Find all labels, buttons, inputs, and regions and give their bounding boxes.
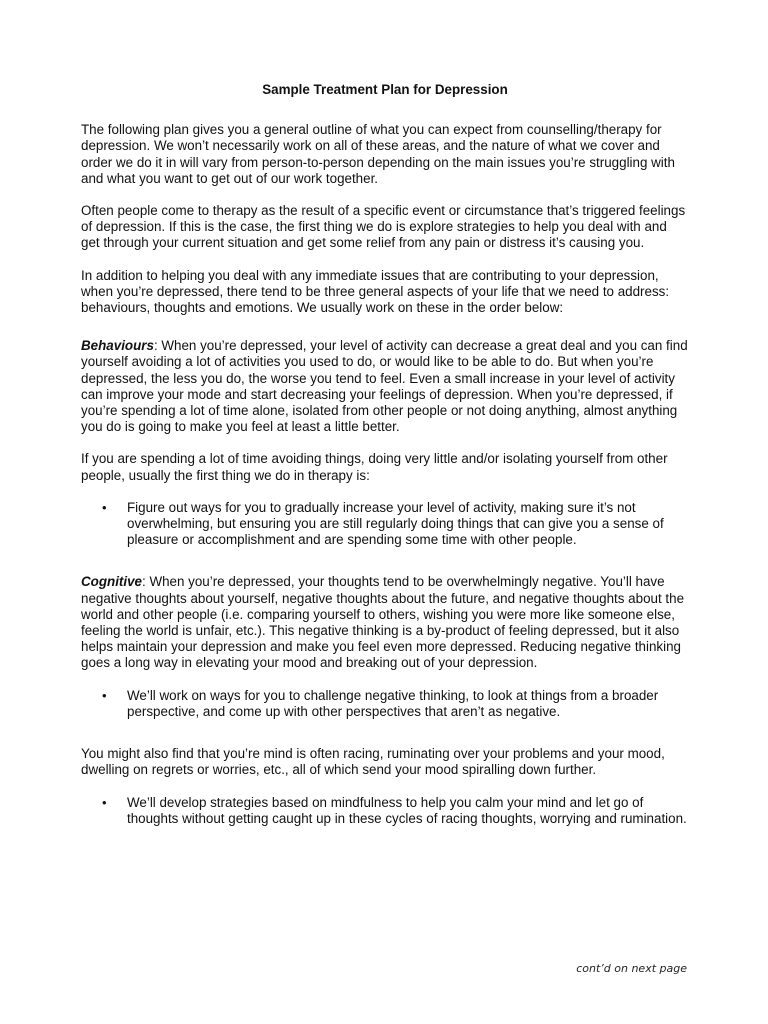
list-item xyxy=(81,795,689,827)
cognitive-bullet-list xyxy=(81,688,689,720)
cognitive-paragraph xyxy=(81,574,689,671)
cognitive-followup: You might also find that you’re mind is often racing, ruminating over your problems and your mood, dwelling on regrets or worries, etc., all of which send your mood spiralling down further. xyxy=(81,746,665,778)
bullet-icon: • xyxy=(102,499,107,515)
bullet-text: We’ll work on ways for you to challenge negative thinking, to look at things from a broader perspective, and come up with other perspectives that aren’t as negative. xyxy=(127,687,659,719)
behaviours-paragraph xyxy=(81,338,689,435)
behaviours-followup: If you are spending a lot of time avoiding things, doing very little and/or isolating yourself from other people, usually the first thing we do in therapy is: xyxy=(81,451,668,483)
bullet-icon: • xyxy=(102,794,107,810)
document-body xyxy=(81,82,689,843)
list-item xyxy=(81,500,689,549)
bullet-text: Figure out ways for you to gradually increase your level of activity, making sure it’s not overwhelming, but ensuring you are still regularly doing things that can give you a sense of pleasure or accomplishment and are spending some time with other people. xyxy=(127,499,664,548)
cognitive-text: : When you’re depressed, your thoughts tend to be overwhelmingly negative. You’ll have negative thoughts about yourself, negative thoughts about the future, and negative thoughts about the world and other people (i.e. comparing yourself to others, wishing you were more like someone else, feeling the world is unfair, etc.). This negative thinking is a by-product of feeling depressed, but it also helps maintain your depression and make you feel even more depressed. Reducing negative thinking goes a long way in elevating your mood and breaking out of your depression. xyxy=(81,574,685,671)
intro-paragraph-2: Often people come to therapy as the result of a specific event or circumstance that’s triggered feelings of depression. If this is the case, the first thing we do is explore strategies to help you deal with and get through your current situation and get some relief from any pain or distress it’s causing you. xyxy=(81,203,686,251)
cognitive-term: Cognitive xyxy=(81,574,143,590)
list-item xyxy=(81,688,689,720)
behaviours-term: Behaviours xyxy=(81,338,154,354)
intro-paragraph-3: In addition to helping you deal with any immediate issues that are contributing to your depression, when you’re depressed, there tend to be three general aspects of your life that we need to address: behaviours, thoughts and emotions. We usually work on these in the order below: xyxy=(81,267,670,316)
document-title: Sample Treatment Plan for Depression xyxy=(262,82,508,97)
intro-paragraph-1: The following plan gives you a general outline of what you can expect from counselling/therapy for depression. We won’t necessarily work on all of these areas, and the nature of what we cover and order we do it in will vary from person-to-person depending on the main issues you’re struggling with and what you want to get out of our work together. xyxy=(81,122,675,186)
cognitive-bullet-list-2 xyxy=(81,795,689,827)
behaviours-text: : When you’re depressed, your level of activity can decrease a great deal and you can find yourself avoiding a lot of activities you used to do, or would like to be able to do. But when you’re depressed, the less you do, the worse you tend to feel. Even a small increase in your level of activity can improve your mode and start decreasing your feelings of depression. When you’re depressed, if you’re spending a lot of time alone, isolated from other people or not doing anything, almost anything you do is going to make you feel at least a little better. xyxy=(81,338,688,435)
bullet-text: We’ll develop strategies based on mindfulness to help you calm your mind and let go of thoughts without getting caught up in these cycles of racing thoughts, worrying and rumination. xyxy=(127,794,687,826)
bullet-icon: • xyxy=(102,687,107,703)
continued-footer: cont’d on next page xyxy=(576,962,687,975)
behaviours-bullet-list xyxy=(81,500,689,549)
